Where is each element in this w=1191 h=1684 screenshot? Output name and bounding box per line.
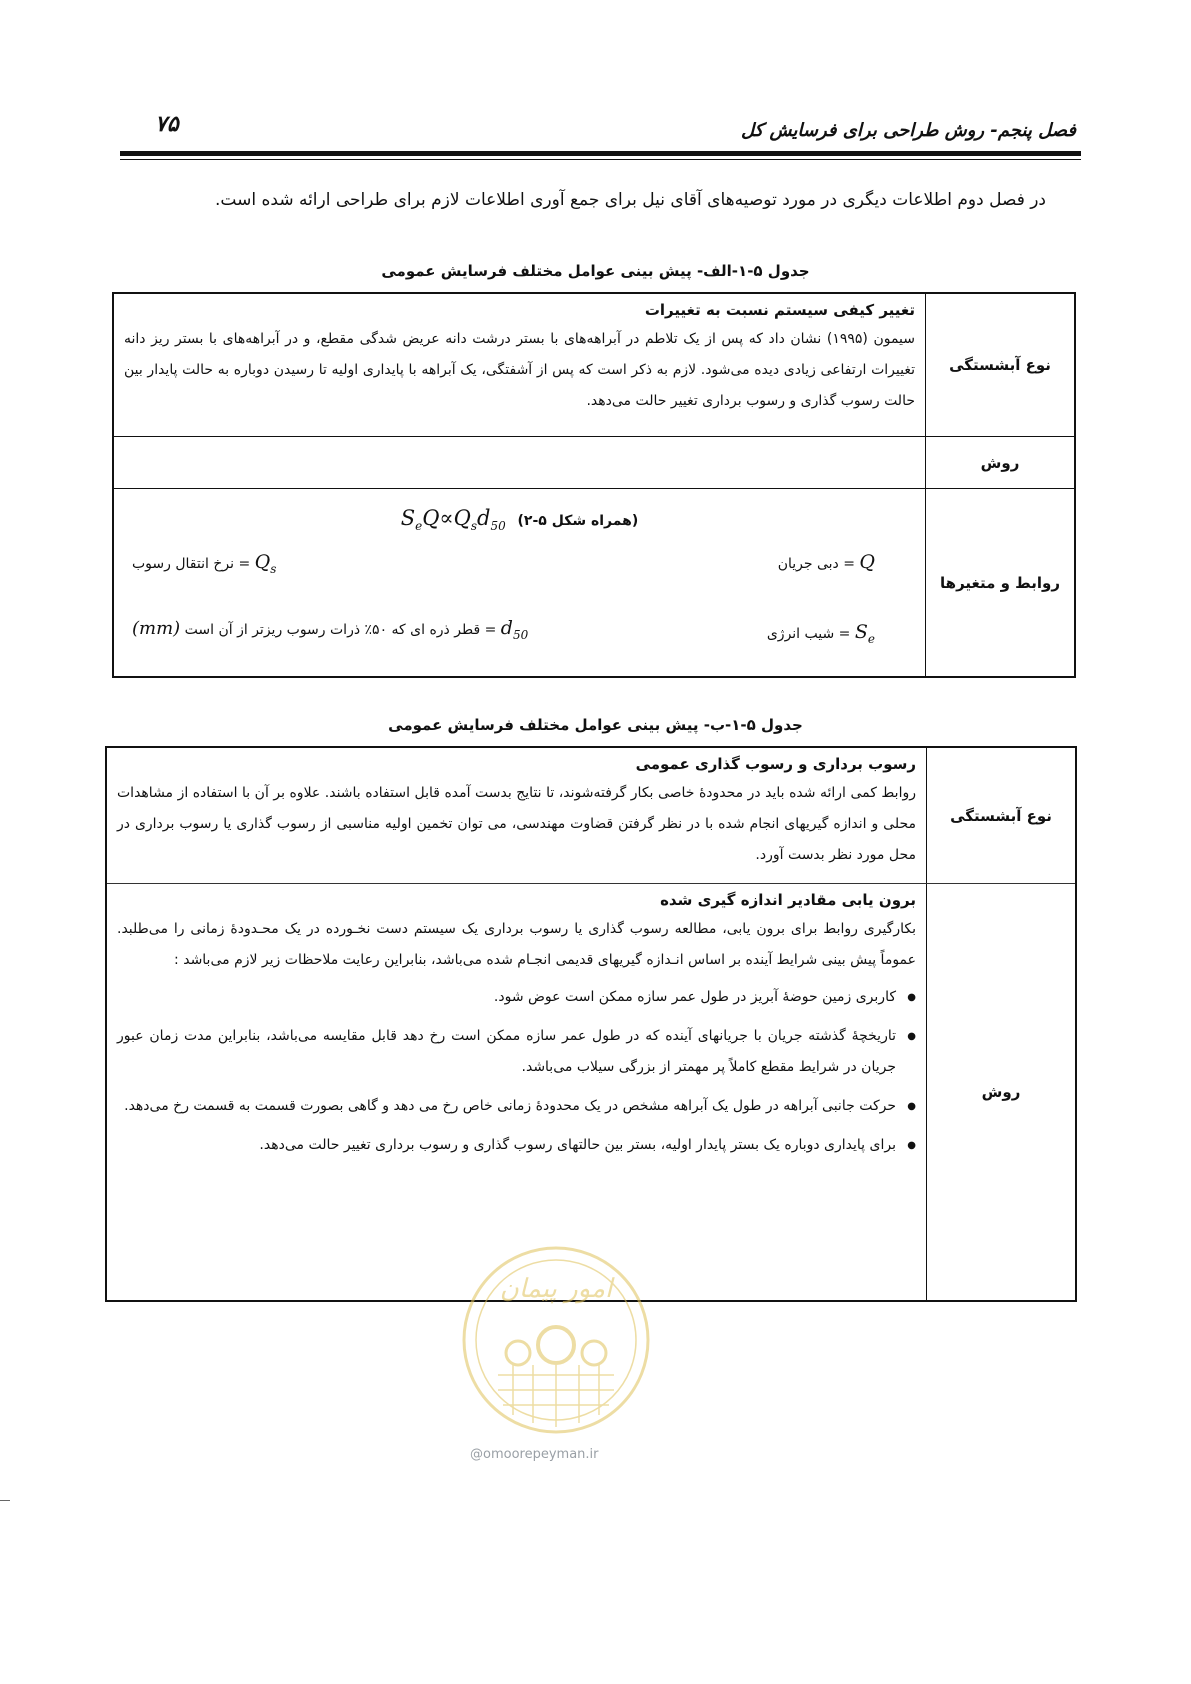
var-qs-desc: = نرخ انتقال رسوب [132, 556, 251, 572]
var-q-desc: = دبی جریان [777, 556, 855, 572]
running-head: فصل پنجم- روش طراحی برای فرسایش کل [741, 120, 1076, 141]
var-d50-desc: = قطر ذره ای که ۵۰٪ ذرات رسوب ریزتر از آن است [184, 622, 497, 638]
formula [114, 503, 925, 542]
symbol-d50: $d_{50}$ [500, 617, 529, 642]
table-a-row-method [114, 437, 1074, 489]
table-a-body-qualitative: سیمون (۱۹۹۵) نشان داد که پس از یک تلاطم در آبراهه‌های با بستر درشت دانه عریض شدگی مقطع، و در آبراهه‌های با بستر ریز دانه تغییرات ارتفاعی زیادی دیده می‌شود. لازم به ذکر است که پس از آشفتگی، یک آبراهه با پایداری اولیه تا رسیدن دوباره به حالت پایدار بین حالت رسوب گذاری و رسوب برداری تغییر حالت می‌دهد. [124, 331, 916, 409]
symbol-q: Q [859, 551, 875, 573]
table-b-body-extrapolation: بکارگیری روابط برای برون یابی، مطالعه رسوب گذاری یا رسوب برداری یک سیستم دست نخـورده در یک محـدودهٔ زمانی را می‌طلبد. عموماً پیش بینی شرایط آینده بر اساس انـدازه گیریهای قدیمی انجـام شده می‌باشد، بنابراین رعایت ملاحظات زیر لازم می‌باشد : [117, 921, 916, 968]
table-a-label-scour-type: نوع آبشستگی [925, 294, 1074, 436]
var-se-desc: = شیب انرژی [766, 626, 851, 642]
table-a-content-relations [114, 489, 925, 676]
table-b-heading-general: رسوب برداری و رسوب گذاری عمومی [635, 755, 916, 773]
table-b [105, 746, 1077, 1302]
considerations-list [117, 982, 916, 1161]
watermark-logo [458, 1235, 654, 1445]
table-a-label-relations: روابط و متغیرها [925, 489, 1074, 676]
var-q [778, 547, 875, 580]
unit-mm: (mm) [132, 618, 181, 639]
symbol-se: $S_e$ [854, 621, 875, 646]
header-rule-thin [120, 159, 1081, 160]
intro-paragraph: در فصل دوم اطلاعات دیگری در مورد توصیه‌های آقای نیل برای جمع آوری اطلاعات لازم برای طراحی ارائه شده است. [215, 190, 1046, 210]
formula-note: (همراه شکل ۵-۲) [517, 513, 639, 529]
var-se [767, 617, 875, 655]
table-a-caption: جدول ۵-۱-الف- پیش بینی عوامل مختلف فرسایش عمومی [381, 262, 810, 280]
table-a-content-method [114, 437, 925, 488]
list-item: ● برای پایداری دوباره یک بستر پایدار اولیه، بستر بین حالتهای رسوب گذاری و رسوب برداری تغییر حالت می‌دهد. [117, 1130, 896, 1161]
table-b-body-general: روابط کمی ارائه شده باید در محدودهٔ خاصی بکار گرفته‌شوند، تا نتایج بدست آمده قابل استفاده باشند. علاوه بر آن با استفاده از مشاهدات محلی و اندازه گیریهای انجام شده با در نظر گرفتن قضاوت مهندسی، می توان تخمین اولیه مناسبی از رسوب گذاری یا رسوب برداری در محل مورد نظر بدست آورد. [117, 785, 916, 863]
table-b-content-scour-type [107, 748, 926, 883]
list-item: ● کاربری زمین حوضهٔ آبریز در طول عمر سازه ممکن است عوض شود. [117, 982, 896, 1013]
var-qs [132, 547, 276, 585]
table-a-heading-qualitative: تغییر کیفی سیستم نسبت به تغییرات [644, 301, 915, 319]
watermark-url: @omoorepeyman.ir [470, 1447, 599, 1462]
table-a-content-scour-type [114, 294, 925, 436]
margin-mark [0, 1500, 10, 1501]
watermark-text: امور پیمان [499, 1274, 613, 1304]
page-number: ۷۵ [155, 112, 179, 137]
header-rule [120, 151, 1081, 156]
table-a-row-relations [114, 489, 1074, 676]
table-b-row-scour-type [107, 748, 1075, 884]
table-a-row-scour-type [114, 294, 1074, 437]
formula-equation: $S_eQ\propto Q_sd_{50}$ [400, 506, 506, 534]
list-item: ● حرکت جانبی آبراهه در طول یک آبراهه مشخص در یک محدودهٔ زمانی خاص رخ می دهد و گاهی بصورت قسمت به قسمت رخ می‌دهد. [117, 1091, 896, 1122]
symbol-qs: $Q_s$ [254, 551, 277, 576]
table-b-label-method: روش [926, 884, 1075, 1300]
table-a-label-method: روش [925, 437, 1074, 488]
var-d50 [132, 613, 528, 651]
table-b-label-scour-type: نوع آبشستگی [926, 748, 1075, 883]
table-a [112, 292, 1076, 678]
table-b-heading-extrapolation: برون یابی مقادیر اندازه گیری شده [660, 891, 916, 909]
list-item: ● تاریخچهٔ گذشته جریان با جریانهای آینده که در طول عمر سازه ممکن است رخ دهد قابل مقایسه می‌باشد، بنابراین مدت زمان عبور جریان در شرایط مقطع کاملاً پر مهمتر از بزرگی سیلاب می‌باشد. [117, 1021, 896, 1083]
table-b-caption: جدول ۵-۱-ب- پیش بینی عوامل مختلف فرسایش عمومی [388, 716, 803, 734]
